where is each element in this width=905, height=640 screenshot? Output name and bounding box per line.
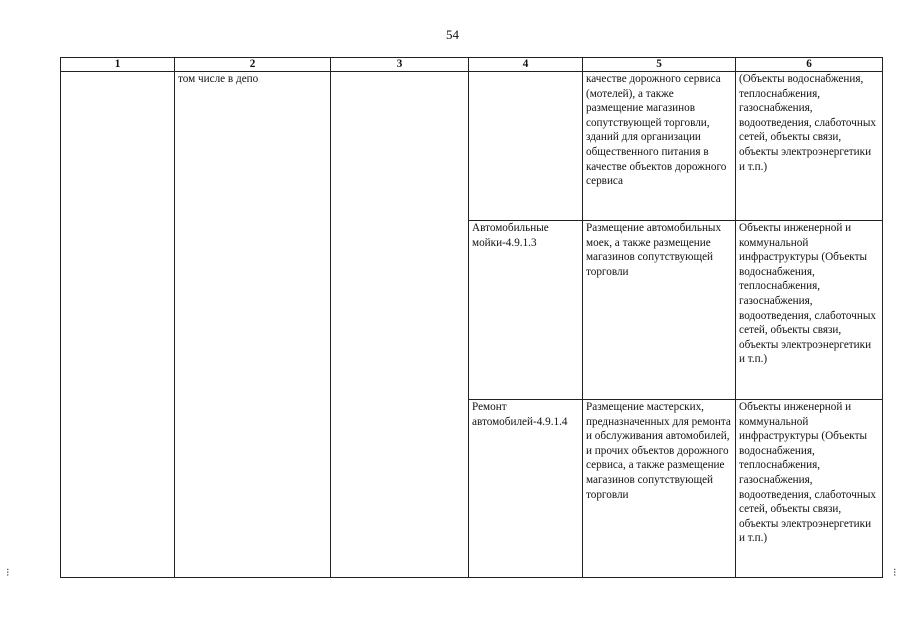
cell-col5: качестве дорожного сервиса (мотелей), а также размещение магазинов сопутствующей торговли, зданий для организации общественного питания в качестве объектов дорожного сервиса	[583, 72, 736, 221]
cell-col6: Объекты инженерной и коммунальной инфраструктуры (Объекты водоснабжения, теплоснабжения, газоснабжения, водоотведения, слаботочных сетей, объекты связи, объекты электроэнергетики и т.п.)	[736, 400, 883, 578]
cell-col5: Размещение мастерских, предназначенных для ремонта и обслуживания автомобилей, и прочих объектов дорожного сервиса, а также размещение магазинов сопутствующей торговли	[583, 400, 736, 578]
column-header-2: 2	[175, 58, 331, 72]
table-row	[61, 72, 883, 221]
cell-col4	[469, 72, 583, 221]
cell-col6: Объекты инженерной и коммунальной инфраструктуры (Объекты водоснабжения, теплоснабжения, газоснабжения, водоотведения, слаботочных сетей, объекты связи, объекты электроэнергетики и т.п.)	[736, 221, 883, 400]
margin-mark-right: ⁝	[893, 567, 897, 579]
table-header-row	[61, 58, 883, 72]
cell-col4: Автомобильные мойки-4.9.1.3	[469, 221, 583, 400]
page-number: 54	[446, 27, 459, 42]
cell-col6: (Объекты водоснабжения, теплоснабжения, газоснабжения, водоотведения, слаботочных сетей, объекты связи, объекты электроэнергетики и т.п.)	[736, 72, 883, 221]
cell-col5: Размещение автомобильных моек, а также размещение магазинов сопутствующей торговли	[583, 221, 736, 400]
cell-col2: том числе в депо	[175, 72, 331, 578]
cell-col1	[61, 72, 175, 578]
column-header-5: 5	[583, 58, 736, 72]
cell-col4: Ремонт автомобилей-4.9.1.4	[469, 400, 583, 578]
column-header-1: 1	[61, 58, 175, 72]
document-table	[60, 57, 883, 578]
column-header-6: 6	[736, 58, 883, 72]
column-header-4: 4	[469, 58, 583, 72]
column-header-3: 3	[331, 58, 469, 72]
cell-col3	[331, 72, 469, 578]
margin-mark-left: ⁝	[6, 567, 10, 579]
